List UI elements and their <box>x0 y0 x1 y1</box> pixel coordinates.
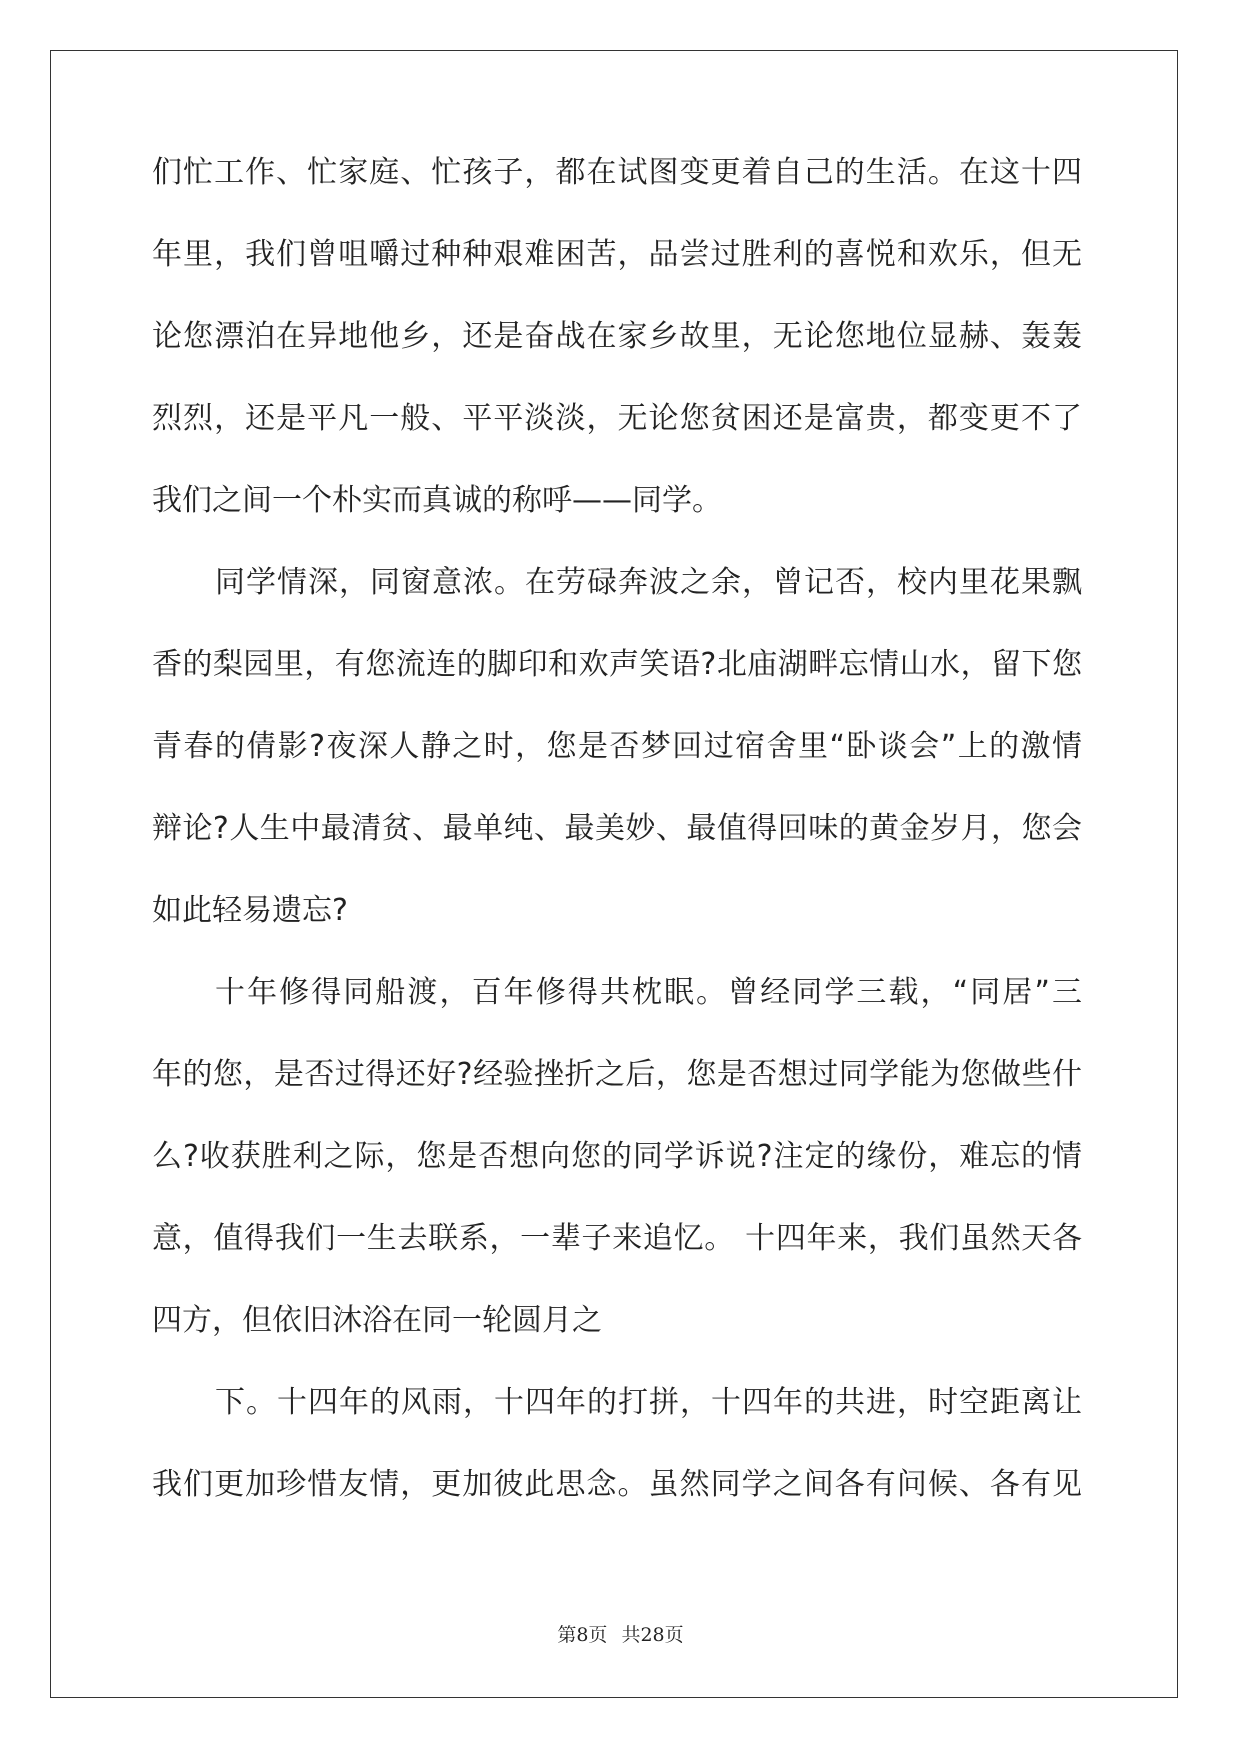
text-line: 香的梨园里，有您流连的脚印和欢声笑语?北庙湖畔忘情山水，留下您 <box>152 647 1082 682</box>
text-line: 年里，我们曾咀嚼过种种艰难困苦，品尝过胜利的喜悦和欢乐，但无 <box>152 237 1082 272</box>
text-line: 论您漂泊在异地他乡，还是奋战在家乡故里，无论您地位显赫、轰轰 <box>152 319 1082 354</box>
paragraph-first-line: 下。十四年的风雨，十四年的打拼，十四年的共进，时空距离让 <box>215 1385 1082 1420</box>
text-line: 意，值得我们一生去联系，一辈子来追忆。 十四年来，我们虽然天各 <box>152 1221 1082 1256</box>
text-line: 如此轻易遗忘? <box>152 893 348 928</box>
paragraph-first-line: 同学情深，同窗意浓。在劳碌奔波之余，曾记否，校内里花果飘 <box>215 565 1082 600</box>
document-body <box>152 155 1082 1552</box>
text-line: 么?收获胜利之际，您是否想向您的同学诉说?注定的缘份，难忘的情 <box>152 1139 1082 1174</box>
paragraph-first-line: 十年修得同船渡，百年修得共枕眠。曾经同学三载，“同居”三 <box>215 975 1082 1010</box>
text-line: 我们更加珍惜友情，更加彼此思念。虽然同学之间各有问候、各有见 <box>152 1467 1082 1502</box>
page-number: 第8页 <box>557 1624 608 1646</box>
page-footer <box>0 1620 1241 1647</box>
page-total: 共28页 <box>621 1624 684 1646</box>
text-line: 我们之间一个朴实而真诚的称呼——同学。 <box>152 483 722 518</box>
text-line: 青春的倩影?夜深人静之时，您是否梦回过宿舍里“卧谈会”上的激情 <box>152 729 1082 764</box>
text-line: 四方，但依旧沐浴在同一轮圆月之 <box>152 1303 602 1338</box>
text-line: 辩论?人生中最清贫、最单纯、最美妙、最值得回味的黄金岁月，您会 <box>152 811 1082 846</box>
text-line: 们忙工作、忙家庭、忙孩子，都在试图变更着自己的生活。在这十四 <box>152 155 1082 190</box>
text-line: 烈烈，还是平凡一般、平平淡淡，无论您贫困还是富贵，都变更不了 <box>152 401 1082 436</box>
text-line: 年的您，是否过得还好?经验挫折之后，您是否想过同学能为您做些什 <box>152 1057 1082 1092</box>
